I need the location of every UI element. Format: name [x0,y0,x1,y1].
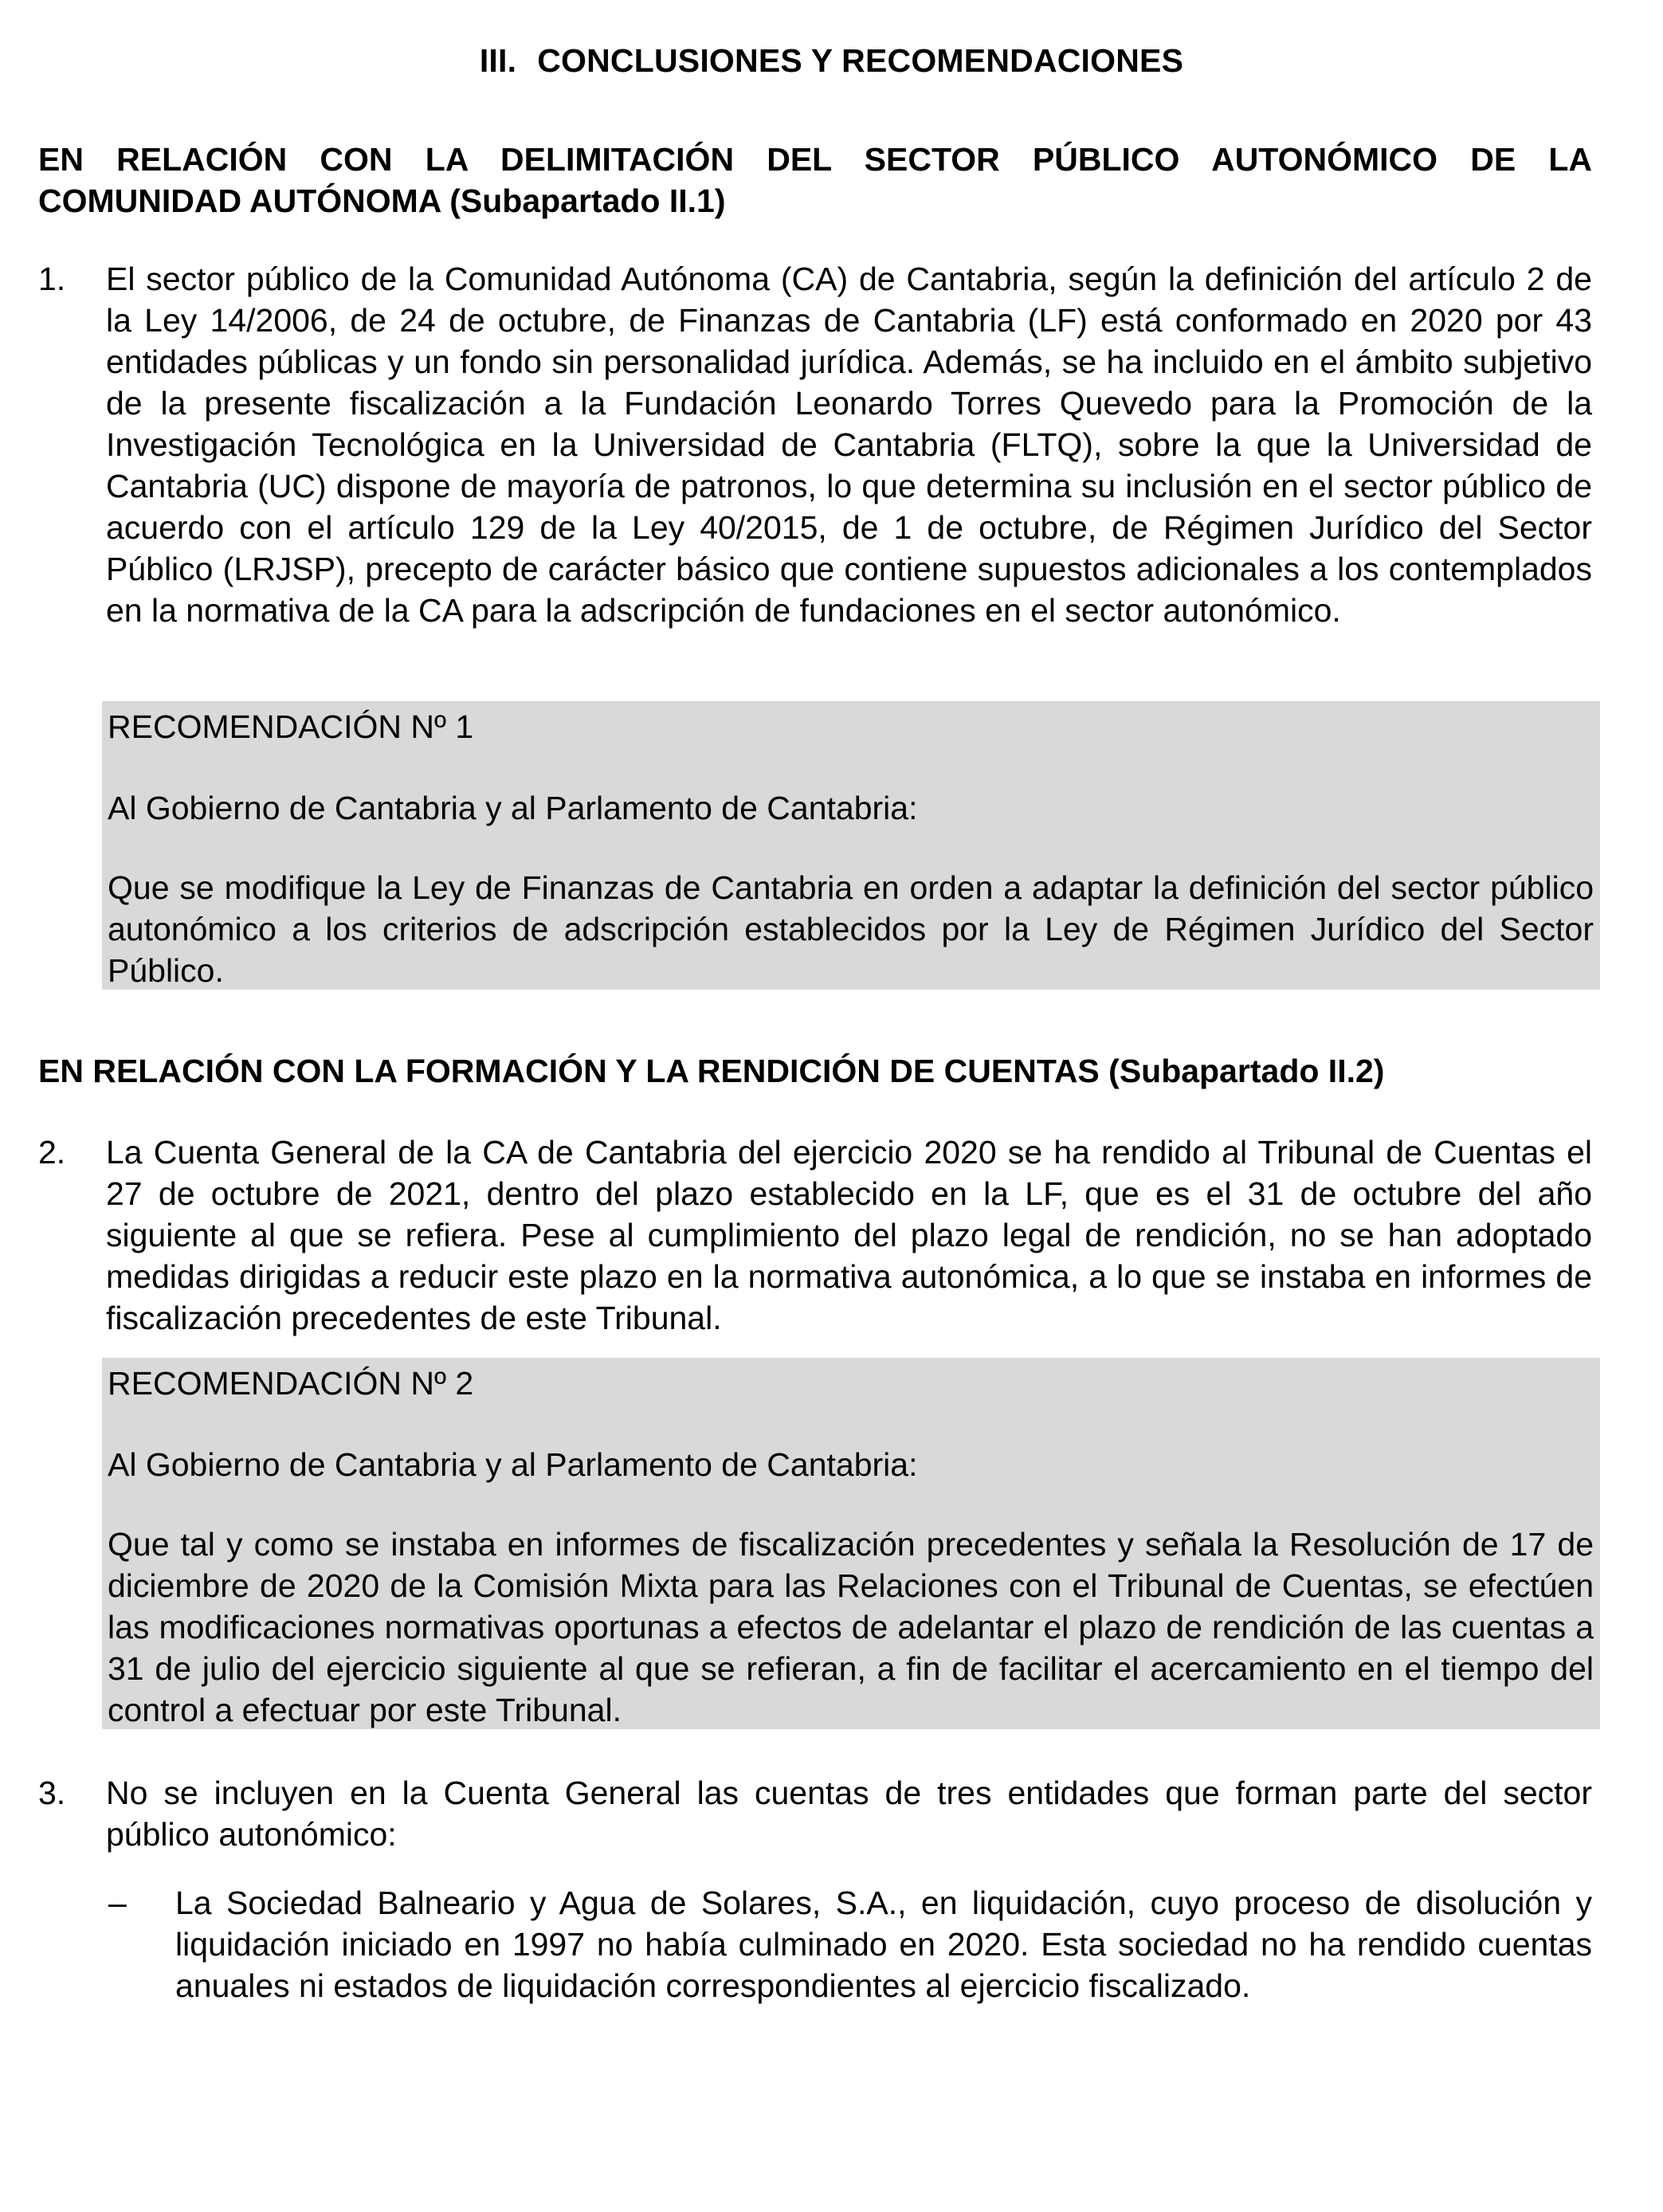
section-title-text: CONCLUSIONES Y RECOMENDACIONES [537,42,1184,79]
section-number: III. [479,42,517,79]
section-title [0,40,1663,81]
heading-delimitacion-sector-publico [38,139,1592,222]
heading-formacion-rendicion-cuentas: EN RELACIÓN CON LA FORMACIÓN Y LA RENDICIÓN DE CUENTAS (Subapartado II.2) [38,1053,1385,1089]
heading-line-2: COMUNIDAD AUTÓNOMA (Subapartado II.1) [38,182,726,219]
item-text: No se incluyen en la Cuenta General las cuentas de tres entidades que forman parte del sector público autonómico: [106,1775,1592,1853]
heading-line-1: EN RELACIÓN CON LA DELIMITACIÓN DEL SECTOR PÚBLICO AUTONÓMICO DE LA [38,141,1592,178]
bullet-text: La Sociedad Balneario y Agua de Solares, S.A., en liquidación, cuyo proceso de disolución y liquidación iniciado en 1997 no había culminado en 2020. Esta sociedad no ha rendido cuentas anuales ni estados de liquidación correspondientes al ejercicio fiscalizado. [175,1885,1592,2004]
item-number: 2. [38,1134,66,1171]
item-text: El sector público de la Comunidad Autónoma (CA) de Cantabria, según la definición del artículo 2 de la Ley 14/2006, de 24 de octubre, de Finanzas de Cantabria (LF) está conformado en 2020 por 43 entidades públicas y un fondo sin personalidad jurídica. Además, se ha incluido en el ámbito subjetivo de la presente fiscalización a la Fundación Leonardo Torres Quevedo para la Promoción de la Investigación Tecnológica en la Universidad de Cantabria (FLTQ), sobre la que la Universidad de Cantabria (UC) dispone de mayoría de patronos, lo que determina su inclusión en el sector público de acuerdo con el artículo 129 de la Ley 40/2015, de 1 de octubre, de Régimen Jurídico del Sector Público (LRJSP), precepto de carácter básico que contiene supuestos adicionales a los contemplados en la normativa de la CA para la adscripción de fundaciones en el sector autonómico. [106,261,1592,629]
recommendation-box-2 [102,1358,1600,1729]
item-number: 1. [38,261,66,297]
recommendation-title: RECOMENDACIÓN Nº 1 [108,708,474,745]
recommendation-title: RECOMENDACIÓN Nº 2 [108,1365,474,1402]
recommendation-addressee: Al Gobierno de Cantabria y al Parlamento de Cantabria: [108,1446,918,1483]
bullet-dash: – [108,1885,127,1921]
item-text: La Cuenta General de la CA de Cantabria del ejercicio 2020 se ha rendido al Tribunal de Cuentas el 27 de octubre de 2021, dentro del plazo establecido en la LF, que es el 31 de octubre del año siguiente al que se refiera. Pese al cumplimiento del plazo legal de rendición, no se han adoptado medidas dirigidas a reducir este plazo en la normativa autonómica, a lo que se instaba en informes de fiscalización precedentes de este Tribunal. [106,1134,1592,1336]
item-number: 3. [38,1775,66,1811]
recommendation-addressee: Al Gobierno de Cantabria y al Parlamento de Cantabria: [108,790,918,826]
recommendation-box-1 [102,701,1600,990]
recommendation-body: Que tal y como se instaba en informes de fiscalización precedentes y señala la Resolución de 17 de diciembre de 2020 de la Comisión Mixta para las Relaciones con el Tribunal de Cuentas, se efectúen las modificaciones normativas oportunas a efectos de adelantar el plazo de rendición de las cuentas a 31 de julio del ejercicio siguiente al que se refieran, a fin de facilitar el acercamiento en el tiempo del control a efectuar por este Tribunal. [108,1526,1594,1728]
recommendation-body: Que se modifique la Ley de Finanzas de Cantabria en orden a adaptar la definición del sector público autonómico a los criterios de adscripción establecidos por la Ley de Régimen Jurídico del Sector Público. [108,869,1594,989]
